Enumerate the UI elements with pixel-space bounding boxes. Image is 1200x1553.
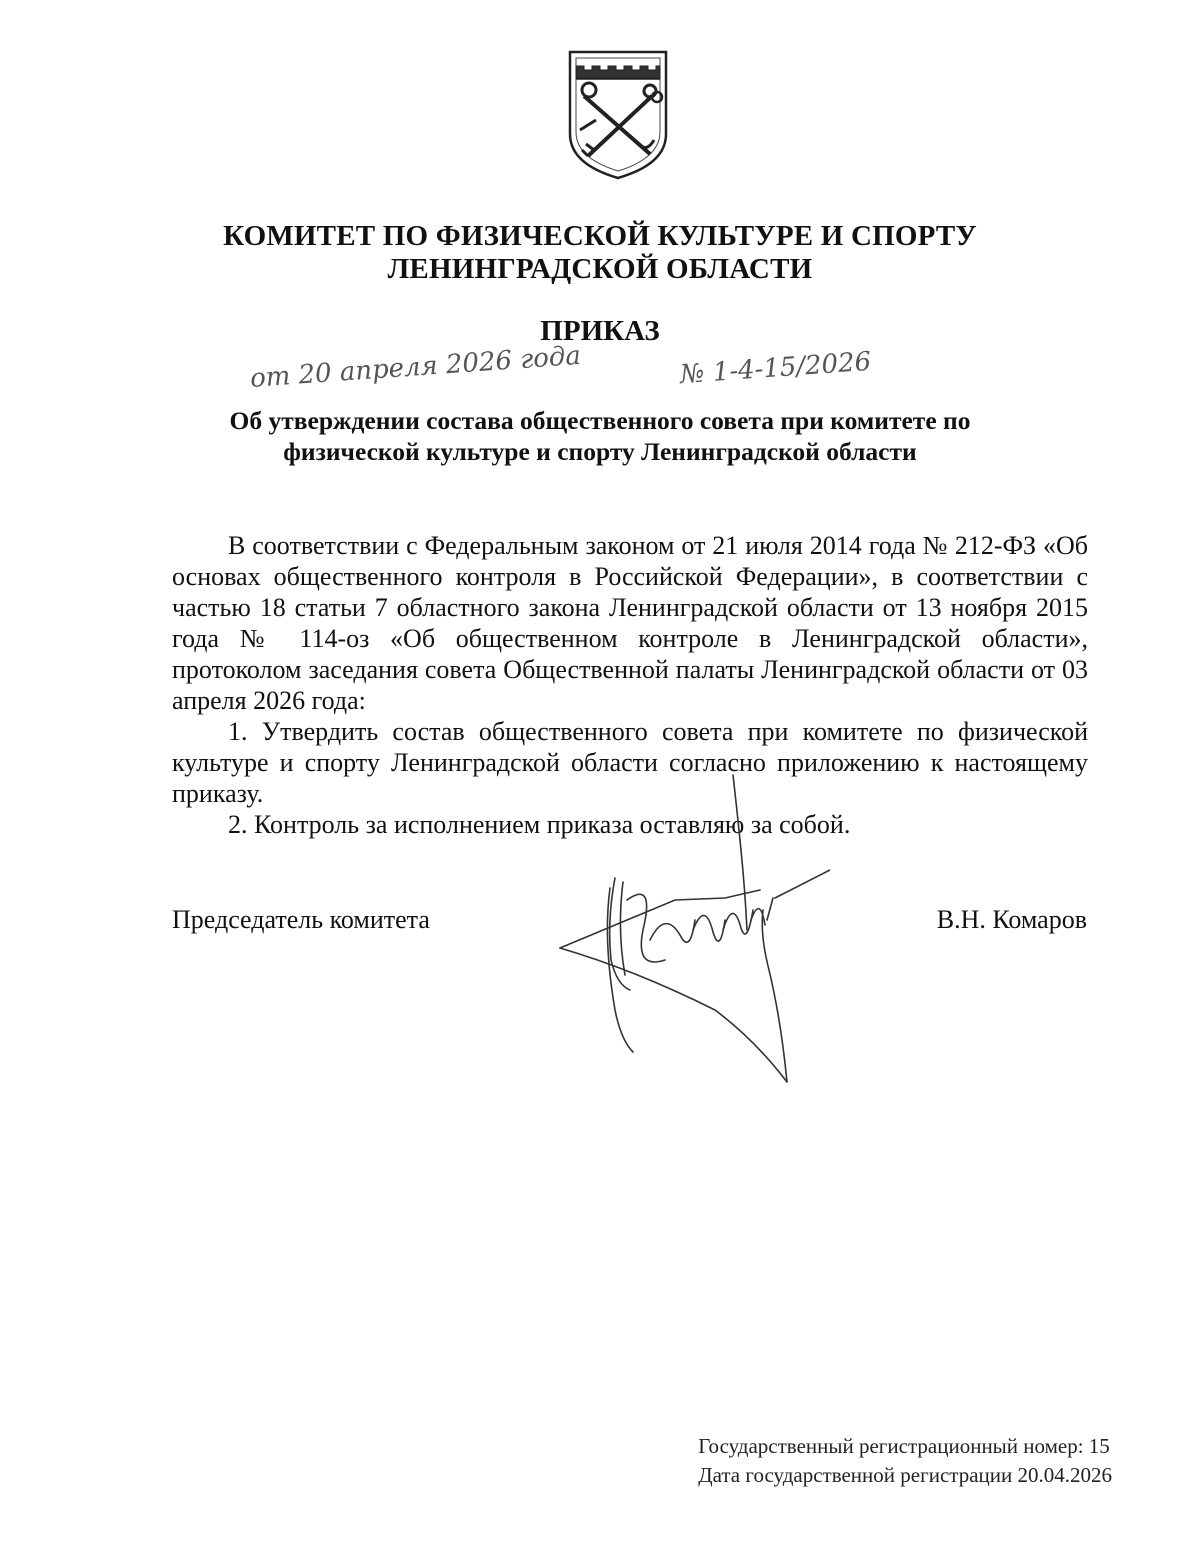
item-2-paragraph: 2. Контроль за исполнением приказа оставляю за собой.	[228, 810, 851, 839]
handwritten-number-text: № 1-4-15/2026	[678, 346, 873, 391]
doc-type-title: ПРИКАЗ	[540, 315, 660, 347]
order-subject	[150, 405, 1050, 467]
item-1-paragraph: 1. Утвердить состав общественного совета при комитете по физической культуре и спорту Ленинградской области согласно приложению к настоящему приказу.	[172, 717, 1088, 808]
org-name-line2: ЛЕНИНГРАДСКОЙ ОБЛАСТИ	[387, 253, 813, 285]
coat-of-arms-icon	[562, 42, 674, 182]
signatory-position: Председатель комитета	[172, 905, 430, 934]
subject-line2: физической культуре и спорту Ленинградской области	[283, 437, 917, 466]
handwritten-date-text: от 20 апреля 2026 года	[249, 340, 582, 394]
preamble-paragraph: В соответствии с Федеральным законом от 21 июля 2014 года № 212-ФЗ «Об основах общественного контроля в Российской Федерации», в соответствии с частью 18 статьи 7 областного закона Ленинградской области от 13 ноября 2015 года № 114-оз «Об общественном контроле в Ленинградской области», протоколом заседания совета Общественной палаты Ленинградской области от 03 апреля 2026 года:	[172, 531, 1088, 715]
registration-block	[698, 1432, 1112, 1490]
signatory-name: В.Н. Комаров	[936, 905, 1087, 934]
handwritten-number	[679, 340, 971, 400]
org-header	[0, 220, 1200, 286]
signature-scribble	[555, 770, 830, 1090]
subject-line1: Об утверждении состава общественного совета при комитете по	[229, 406, 971, 435]
registration-date: Дата государственной регистрации 20.04.2026	[698, 1463, 1112, 1487]
registration-number: Государственный регистрационный номер: 15	[698, 1434, 1110, 1458]
org-name-line1: КОМИТЕТ ПО ФИЗИЧЕСКОЙ КУЛЬТУРЕ И СПОРТУ	[223, 220, 977, 252]
